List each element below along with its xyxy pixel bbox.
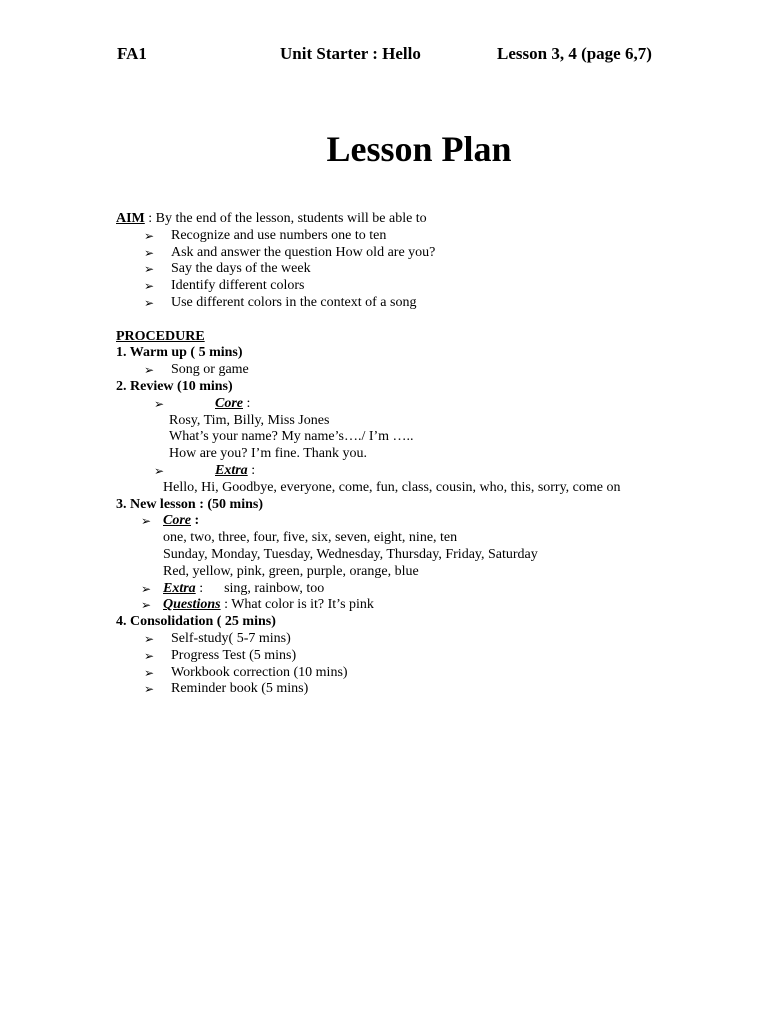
consolidation-item-text: Self-study( 5-7 mins)	[171, 630, 291, 646]
review-core-text	[116, 446, 736, 463]
arrow-bullet-icon: ➢	[144, 279, 155, 294]
consolidation-title: 4. Consolidation ( 25 mins)	[116, 614, 276, 630]
aim-item	[116, 245, 736, 262]
arrow-bullet-icon: ➢	[144, 228, 155, 243]
new-lesson-core-text-line: Sunday, Monday, Tuesday, Wednesday, Thursday, Friday, Saturday	[163, 546, 538, 562]
new-lesson-questions-label: Questions	[163, 597, 221, 613]
unit-title: Unit Starter : Hello	[280, 44, 421, 63]
new-lesson-core-suffix: :	[191, 513, 200, 529]
arrow-bullet-icon: ➢	[144, 262, 155, 277]
arrow-bullet-icon: ➢	[144, 648, 155, 663]
aim-item-text: Ask and answer the question How old are you?	[171, 244, 436, 260]
consolidation-item	[116, 648, 736, 665]
review-core-text-line: Rosy, Tim, Billy, Miss Jones	[169, 412, 330, 428]
arrow-bullet-icon: ➢	[154, 396, 165, 411]
aim-item-text: Identify different colors	[171, 278, 305, 294]
new-lesson-core-text	[116, 547, 736, 564]
aim-item	[116, 261, 736, 278]
review-core-text-line: What’s your name? My name’s…./ I’m …..	[169, 429, 414, 445]
arrow-bullet-icon: ➢	[144, 245, 155, 260]
aim-line	[116, 211, 736, 228]
aim-intro: : By the end of the lesson, students will be able to	[144, 211, 427, 226]
review-core-label: Core	[215, 395, 243, 411]
new-lesson-extra-line	[116, 581, 736, 598]
arrow-bullet-icon: ➢	[144, 631, 155, 646]
aim-item-text: Say the days of the week	[171, 261, 311, 277]
aim-item	[116, 278, 736, 295]
review-extra-line	[116, 463, 736, 480]
warmup-item	[116, 362, 736, 379]
warmup-title: 1. Warm up ( 5 mins)	[116, 345, 243, 361]
review-title: 2. Review (10 mins)	[116, 378, 233, 394]
lesson-reference: Lesson 3, 4 (page 6,7)	[497, 44, 652, 63]
review-core-text	[116, 413, 736, 430]
arrow-bullet-icon: ➢	[141, 514, 152, 529]
review-extra-label: Extra	[215, 462, 248, 478]
review-extra-text	[116, 480, 736, 497]
document-title: Lesson Plan	[326, 129, 512, 169]
aim-item	[116, 295, 736, 312]
consolidation-item	[116, 681, 736, 698]
consolidation-item	[116, 665, 736, 682]
arrow-bullet-icon: ➢	[141, 581, 152, 596]
review-core-text-line: How are you? I’m fine. Thank you.	[169, 446, 368, 462]
new-lesson-questions-text: : What color is it? It’s pink	[220, 597, 374, 613]
arrow-bullet-icon: ➢	[154, 463, 165, 478]
review-core-line	[116, 396, 736, 413]
new-lesson-extra-text: : sing, rainbow, too	[195, 580, 325, 596]
aim-item	[116, 228, 736, 245]
review-core-suffix: :	[243, 395, 251, 411]
new-lesson-core-label: Core	[163, 513, 191, 529]
consolidation-item-text: Reminder book (5 mins)	[171, 681, 309, 697]
new-lesson-extra-label: Extra	[163, 580, 196, 596]
new-lesson-core-text-line: one, two, three, four, five, six, seven, eight, nine, ten	[163, 530, 458, 546]
new-lesson-questions-line	[116, 597, 736, 614]
new-lesson-core-text	[116, 564, 736, 581]
procedure-heading: PROCEDURE	[116, 328, 205, 344]
course-code: FA1	[117, 44, 147, 63]
page-header	[117, 44, 677, 66]
review-extra-text-line: Hello, Hi, Goodbye, everyone, come, fun, class, cousin, who, this, sorry, come on	[163, 479, 621, 495]
new-lesson-core-text	[116, 530, 736, 547]
new-lesson-core-text-line: Red, yellow, pink, green, purple, orange, blue	[163, 563, 419, 579]
arrow-bullet-icon: ➢	[144, 665, 155, 680]
lesson-content	[116, 211, 736, 698]
arrow-bullet-icon: ➢	[144, 295, 155, 310]
aim-label: AIM	[116, 211, 145, 226]
spacer	[116, 312, 736, 329]
aim-item-text: Use different colors in the context of a song	[171, 294, 417, 310]
consolidation-item-text: Progress Test (5 mins)	[171, 647, 297, 663]
arrow-bullet-icon: ➢	[144, 682, 155, 697]
consolidation-item-text: Workbook correction (10 mins)	[171, 664, 348, 680]
warmup-item-text: Song or game	[171, 362, 249, 378]
new-lesson-core-line	[116, 513, 736, 530]
consolidation-item	[116, 631, 736, 648]
review-core-text	[116, 429, 736, 446]
new-lesson-title: 3. New lesson : (50 mins)	[116, 496, 263, 512]
aim-item-text: Recognize and use numbers one to ten	[171, 227, 387, 243]
review-extra-suffix: :	[247, 462, 256, 478]
arrow-bullet-icon: ➢	[144, 363, 155, 378]
arrow-bullet-icon: ➢	[141, 598, 152, 613]
